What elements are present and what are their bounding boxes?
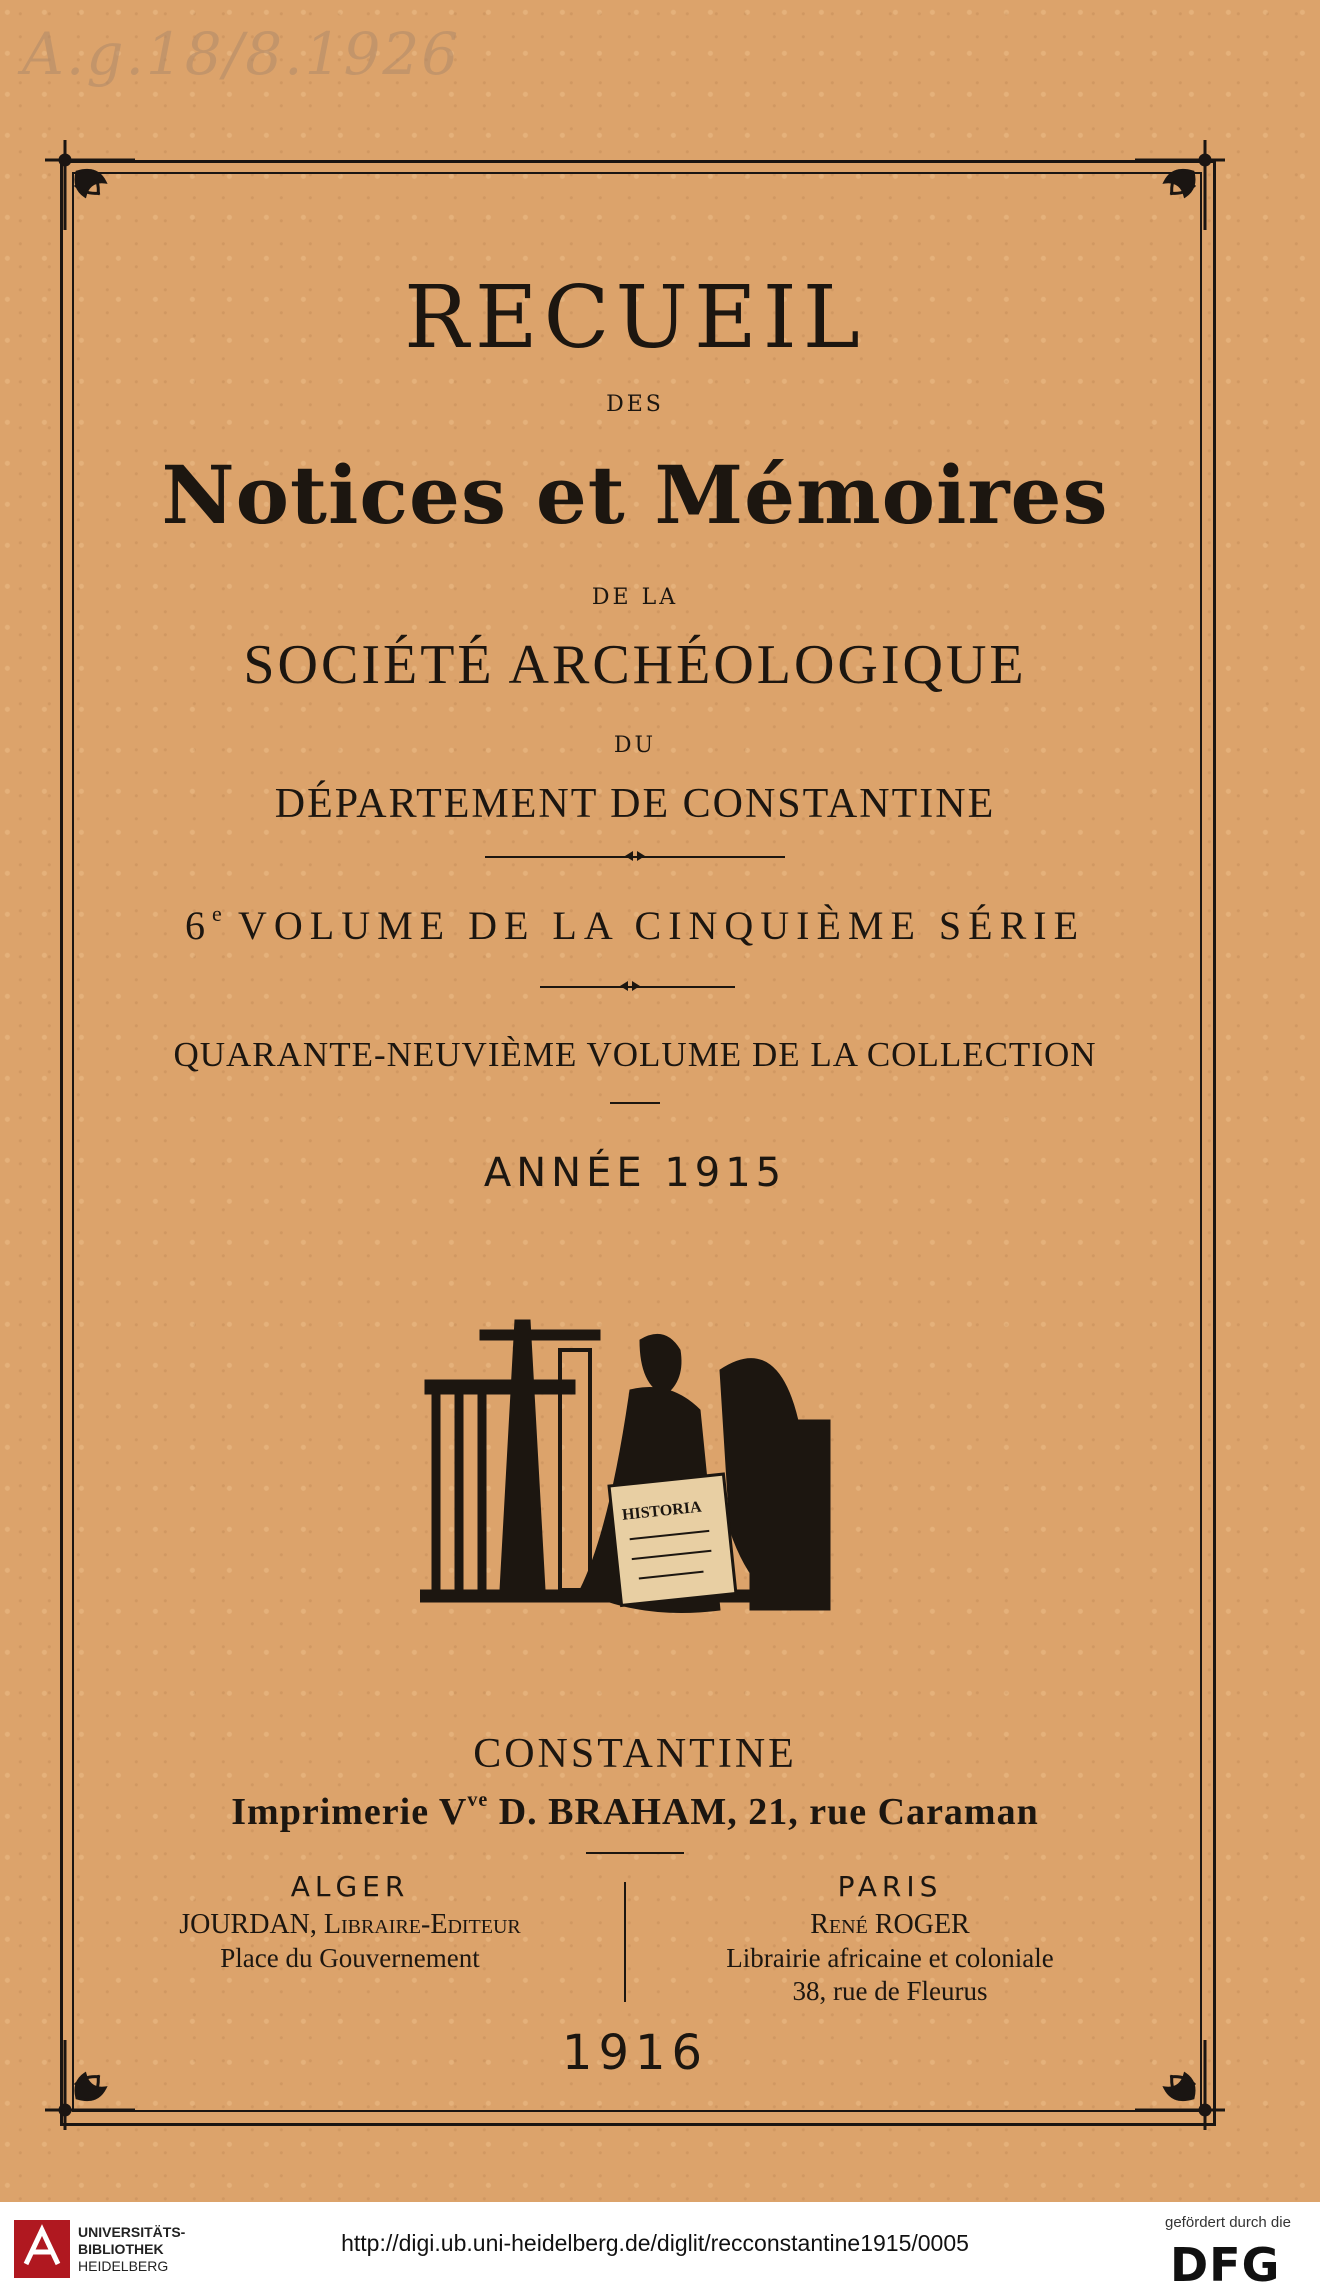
alger-publisher-role: Libraire-Editeur <box>316 1909 521 1940</box>
collection-volume: QUARANTE-NEUVIÈME VOLUME DE LA COLLECTION <box>173 1035 1097 1074</box>
imprint-sup: ve <box>467 1789 489 1812</box>
university-logo-icon <box>14 2220 70 2278</box>
vignette-caption: HISTORIA <box>621 1498 703 1524</box>
alger-publisher <box>110 1909 590 1941</box>
volume-series <box>120 902 1150 949</box>
library-line3: HEIDELBERG <box>78 2258 169 2274</box>
paris-column <box>650 1870 1130 2007</box>
paris-city: PARIS <box>837 1870 943 1903</box>
digital-copy-url[interactable]: http://digi.ub.uni-heidelberg.de/diglit/recconstantine1915/0005 <box>341 2230 969 2256</box>
divider-ornament-icon <box>625 851 645 861</box>
alger-column <box>110 1870 590 1974</box>
title-du: DU <box>613 733 657 758</box>
alger-address: Place du Gouvernement <box>220 1943 480 1973</box>
short-rule <box>586 1852 684 1854</box>
paris-publisher <box>650 1909 1130 1941</box>
library-name <box>78 2224 185 2275</box>
title-de-la: DE LA <box>591 585 679 610</box>
pencil-accession-note: A.g.18/8.1926 <box>22 20 461 88</box>
title-departement: DÉPARTEMENT DE CONSTANTINE <box>274 781 996 827</box>
title-recueil: RECUEIL <box>404 268 866 368</box>
alger-publisher-name: JOURDAN, <box>179 1909 317 1940</box>
corner-ornament-icon <box>45 140 135 230</box>
short-rule <box>610 1102 660 1104</box>
volume-number: 6 <box>184 903 212 948</box>
title-notices: Notices et Mémoires <box>161 448 1109 542</box>
annee-line: ANNÉE 1915 <box>483 1150 787 1196</box>
funded-by-label: gefördert durch die <box>1165 2214 1291 2231</box>
title-des: DES <box>606 392 664 417</box>
printer-city: CONSTANTINE <box>473 1731 797 1777</box>
volume-sup: e <box>211 900 222 926</box>
column-divider <box>624 1882 626 2002</box>
alger-city: ALGER <box>290 1870 410 1903</box>
dfg-logo: DFG <box>1170 2238 1281 2292</box>
library-line2: BIBLIOTHEK <box>78 2241 164 2257</box>
historia-vignette-image <box>420 1310 840 1625</box>
paris-librairie: Librairie africaine et coloniale <box>726 1943 1054 1973</box>
imprint-pre: Imprimerie V <box>231 1791 468 1833</box>
imprint-post: D. BRAHAM, 21, rue Caraman <box>488 1791 1039 1833</box>
paris-publisher-last: ROGER <box>867 1909 970 1940</box>
paris-publisher-first: René <box>810 1909 868 1940</box>
footer-bar <box>0 2202 1320 2295</box>
corner-ornament-icon <box>1135 140 1225 230</box>
volume-text: VOLUME DE LA CINQUIÈME SÉRIE <box>221 903 1086 948</box>
divider-ornament-icon <box>620 981 640 991</box>
paris-address: 38, rue de Fleurus <box>792 1976 988 2006</box>
library-line1: UNIVERSITÄTS- <box>78 2224 186 2240</box>
publication-year: 1916 <box>561 2025 709 2081</box>
title-societe: SOCIÉTÉ ARCHÉOLOGIQUE <box>243 634 1027 696</box>
printer-imprint <box>120 1790 1150 1834</box>
